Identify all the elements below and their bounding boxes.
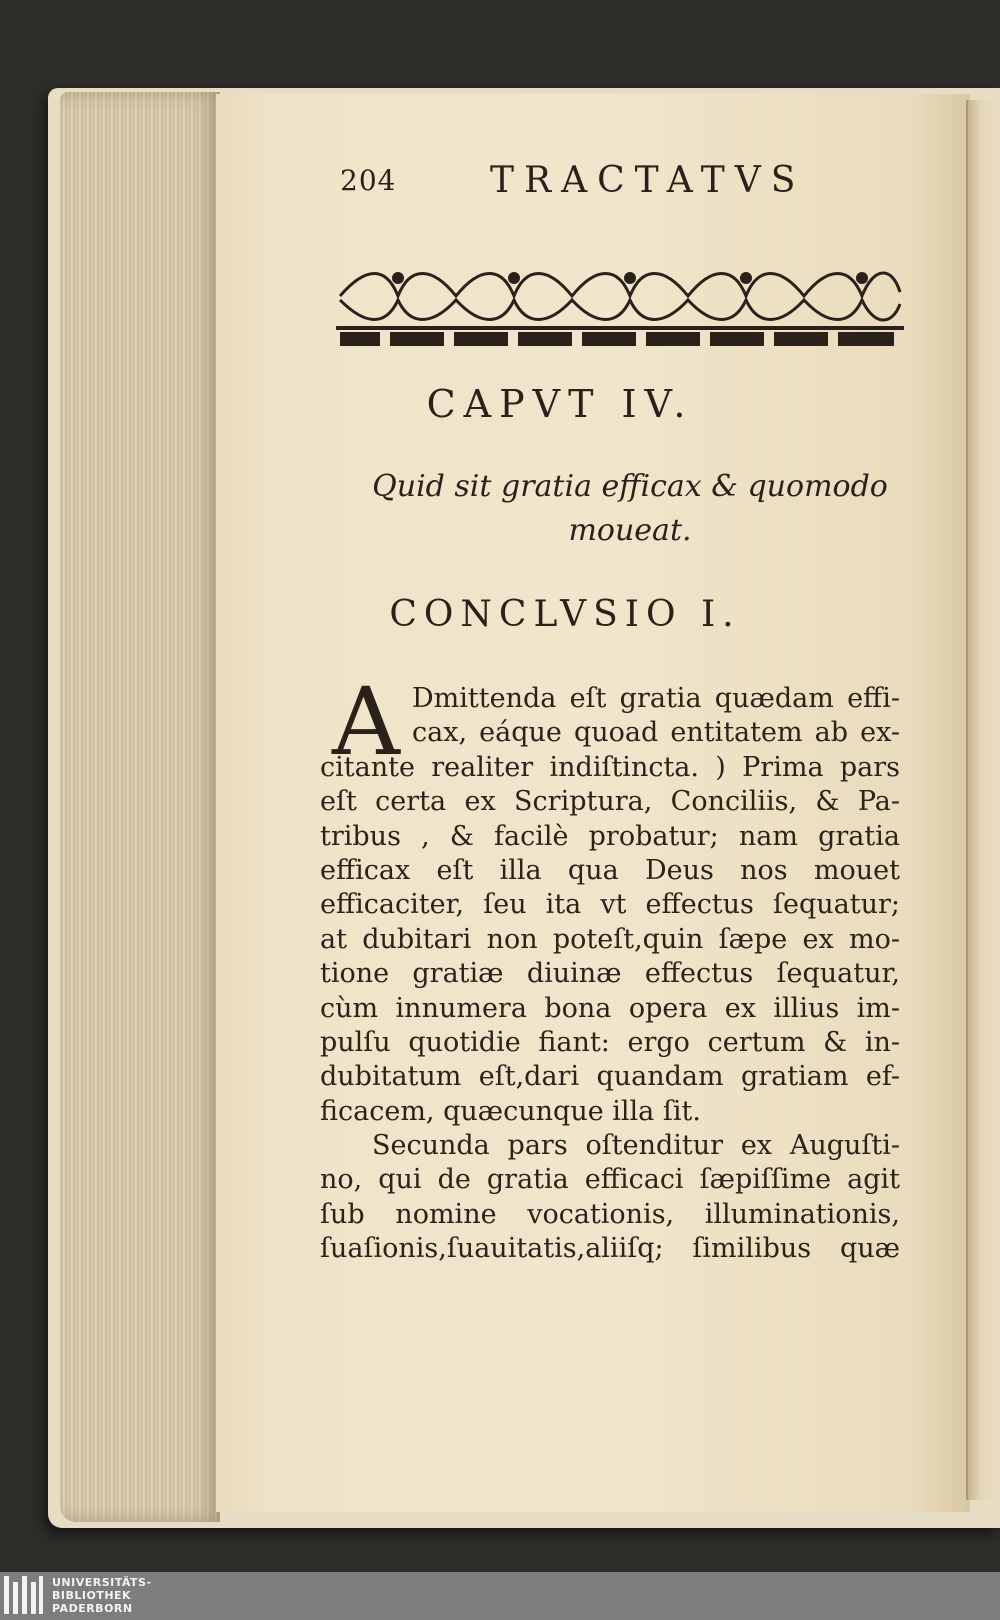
chapter-title: CAPVT IV. <box>426 382 694 426</box>
facing-page-edge <box>966 100 1000 1500</box>
text-line: Secunda pars oſtenditur ex Auguſti- <box>372 1130 900 1162</box>
text-line: Dmittenda eſt gratia quædam effi- <box>412 683 900 714</box>
text-line: tione gratiæ diuinæ effectus ſequatur, <box>320 958 900 990</box>
text-line: eſt certa ex Scriptura, Conciliis, & Pa- <box>320 786 900 818</box>
running-title: TRACTATVS <box>490 160 806 201</box>
text-line: pulſu quotidie fiant: ergo certum & in- <box>320 1026 900 1058</box>
text-line: dubitatum eſt,dari quandam gratiam ef- <box>320 1061 900 1093</box>
body-text <box>320 668 900 1267</box>
chapter-subtitle: Quid sit gratia efficax & quomodo moueat. <box>372 469 888 548</box>
page-number: 204 <box>340 164 397 197</box>
text-line: cùm innumera bona opera ex illius im- <box>320 992 900 1024</box>
logo-line: PADERBORN <box>52 1602 133 1615</box>
drop-capital: A <box>332 668 400 777</box>
logo-line: UNIVERSITÄTS- <box>52 1576 152 1589</box>
text-line: efficax eſt illa qua Deus nos mouet <box>320 854 900 886</box>
text-line: citante realiter indiſtincta. ) Prima pars <box>320 751 900 783</box>
text-line: no, qui de gratia efficaci ſæpiſſime agit <box>320 1164 900 1196</box>
text-line: at dubitari non poteſt,quin ſæpe ex mo- <box>320 923 900 955</box>
text-line: tribus , & facilè probatur; nam gratia <box>320 820 900 852</box>
library-logo-icon <box>4 1574 44 1616</box>
decorative-headpiece <box>336 256 904 352</box>
page-edges <box>60 92 220 1522</box>
conclusion-title: CONCLVSIO I. <box>389 594 741 635</box>
text-line: ſuaſionis,ſuauitatis,aliiſq; ſimilibus quæ <box>320 1233 900 1265</box>
text-line: ſub nomine vocationis, illuminationis, <box>320 1198 900 1230</box>
text-line: cax, eáque quoad entitatem ab ex- <box>412 717 900 749</box>
text-line: ficacem, quæcunque illa ſit. <box>320 1095 701 1127</box>
library-logo-text <box>52 1576 252 1615</box>
logo-line: BIBLIOTHEK <box>52 1589 132 1602</box>
page-header <box>340 160 806 206</box>
text-line: efficaciter, ſeu ita vt effectus ſequatur; <box>320 889 900 921</box>
